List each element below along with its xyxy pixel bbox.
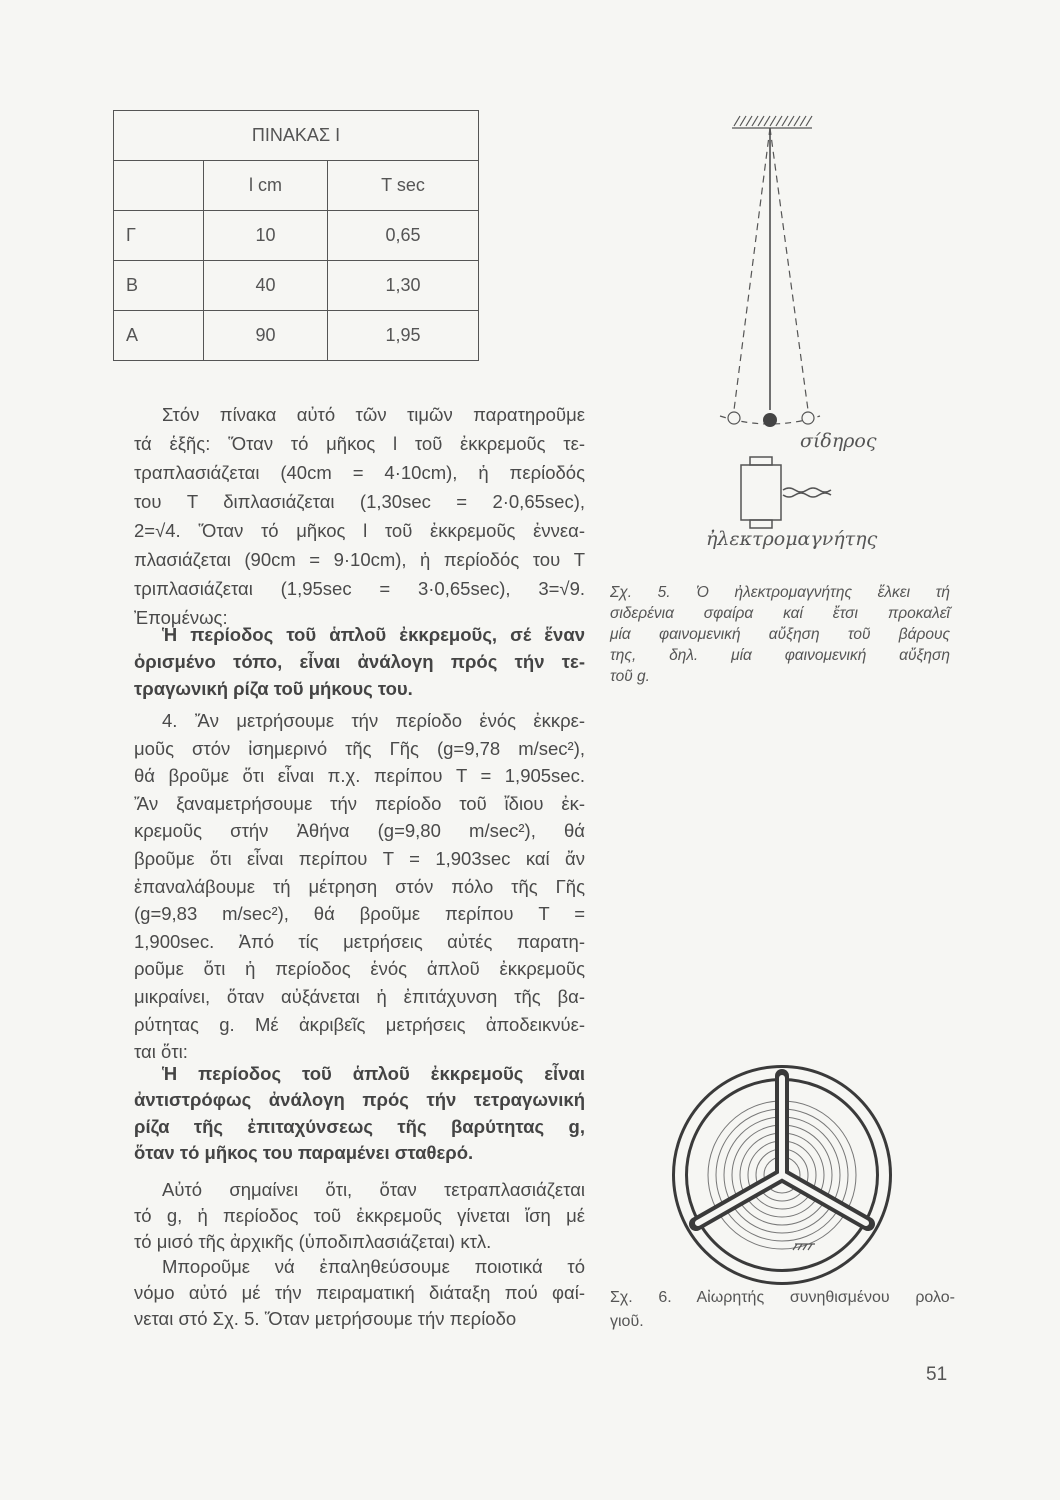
text-line: τό g, ἡ περίοδος τοῦ ἐκκρεμοῦς γίνεται ἴση μέ bbox=[134, 1204, 585, 1226]
table-row bbox=[114, 211, 479, 261]
text-line: (g=9,83 m/sec²), θά βροῦμε περίπου T = bbox=[134, 903, 585, 925]
text-line: τό μισό τῆς ἀρχικῆς (ὑποδιπλασιάζεται) κτλ. bbox=[134, 1230, 492, 1252]
ceiling-hatch bbox=[732, 116, 812, 128]
table-cell: 1,95 bbox=[328, 311, 479, 361]
figure-5-caption bbox=[610, 582, 950, 687]
text-line: τραπλασιάζεται (40cm = 4·10cm), ἡ περίοδός bbox=[134, 462, 585, 483]
text-line: τραγωνική ρίζα τοῦ μήκους του. bbox=[134, 678, 413, 699]
text-line: μικραίνει, ὅταν αὐξάνεται ἡ ἐπιτάχυνση τῆς βα- bbox=[134, 985, 585, 1007]
text-line: τριπλασιάζεται (1,95sec = 3·0,65sec), 3=√9. bbox=[134, 578, 585, 599]
text-line: Σχ. 5. Ὁ ἠλεκτρομαγνήτης ἕλκει τή bbox=[610, 584, 950, 601]
text-line: βροῦμε ὅτι εἶναι περίπου T = 1,903sec καί ἄν bbox=[134, 847, 585, 869]
table-cell: Α bbox=[114, 311, 204, 361]
text-line: γιοῦ. bbox=[610, 1313, 644, 1330]
paragraph-gravity-measurements bbox=[134, 707, 585, 1066]
text-line: Ἡ περίοδος τοῦ ἁπλοῦ ἐκκρεμοῦς, σέ ἕναν bbox=[162, 624, 585, 645]
text-line: θά βροῦμε ὅτι εἶναι π.χ. περίπου T = 1,905sec. bbox=[134, 765, 585, 787]
text-line: ρίζα τῆς ἐπιταχύνσεως τῆς βαρύτητας g, bbox=[134, 1115, 585, 1137]
spring-anchor-icon bbox=[793, 1244, 815, 1250]
text-line: 4. Ἄν μετρήσουμε τήν περίοδο ἑνός ἐκκρε- bbox=[162, 710, 585, 731]
text-line: μοῦς στόν ἰσημερινό τῆς Γῆς (g=9,78 m/sec²), bbox=[134, 737, 585, 759]
table-header bbox=[114, 161, 204, 211]
paragraph-meaning bbox=[134, 1177, 585, 1332]
table-header-row bbox=[114, 161, 479, 211]
text-line: ἐπαναλάβουμε τή μέτρηση στόν πόλο τῆς Γῆς bbox=[134, 875, 585, 897]
table-pinakas-1 bbox=[113, 110, 479, 361]
text-line: 2=√4. Ὅταν τό μῆκος l τοῦ ἐκκρεμοῦς ἐννεα- bbox=[134, 520, 585, 541]
text-line: ἀντιστρόφως ἀνάλογη πρός τήν τετραγωνική bbox=[134, 1089, 585, 1111]
text-line: ὅταν τό μῆκος του παραμένει σταθερό. bbox=[134, 1142, 474, 1164]
text-line: ρύτητας g. Μέ ἀκριβεῖς μετρήσεις ἀποδεικνύε- bbox=[134, 1013, 585, 1035]
text-line: ροῦμε ὅτι ἡ περίοδος ἑνός ἁπλοῦ ἐκκρεμοῦς bbox=[134, 958, 585, 980]
law-period-length bbox=[134, 621, 585, 702]
figure-6-caption bbox=[610, 1286, 955, 1334]
table-cell: Γ bbox=[114, 211, 204, 261]
text-line: σιδερένια σφαίρα καί ἔτσι προκαλεῖ bbox=[610, 605, 950, 622]
paragraph-table-observation bbox=[134, 400, 585, 632]
text-line: κρεμοῦς στήν Ἀθήνα (g=9,80 m/sec²), θά bbox=[134, 820, 585, 842]
text-line: τά ἑξῆς: Ὅταν τό μῆκος l τοῦ ἐκκρεμοῦς τε- bbox=[134, 433, 585, 454]
pendulum-figure bbox=[690, 110, 870, 530]
text-line: ται ὅτι: bbox=[134, 1041, 188, 1063]
page-number: 51 bbox=[926, 1364, 948, 1385]
law-period-gravity bbox=[134, 1061, 585, 1167]
table-cell: 90 bbox=[204, 311, 328, 361]
table-header: T sec bbox=[328, 161, 479, 211]
text-line: Στόν πίνακα αὐτό τῶν τιμῶν παρατηροῦμε bbox=[162, 404, 585, 425]
label-iron: σίδηρος bbox=[800, 430, 877, 452]
table-row bbox=[114, 261, 479, 311]
text-line: Ἄν ξαναμετρήσουμε τήν περίοδο τοῦ ἴδιου ἐκ- bbox=[134, 792, 585, 814]
text-line: Μποροῦμε νά ἐπαληθεύσουμε ποιοτικά τό bbox=[162, 1256, 585, 1278]
text-line: 1,900sec. Ἀπό τίς μετρήσεις αὐτές παρατη- bbox=[134, 930, 585, 952]
label-electromagnet: ἠλεκτρομαγνήτης bbox=[706, 528, 878, 550]
table-cell: 10 bbox=[204, 211, 328, 261]
text-line: Ἐπομένως: bbox=[134, 607, 228, 628]
table-title: ΠΙΝΑΚΑΣ Ι bbox=[114, 111, 479, 161]
table-row bbox=[114, 311, 479, 361]
text-line: Σχ. 6. Αἰωρητής συνηθισμένου ρολο- bbox=[610, 1289, 955, 1306]
balance-wheel-figure bbox=[665, 1058, 900, 1293]
text-line: τοῦ g. bbox=[610, 668, 650, 685]
text-line: του T διπλασιάζεται (1,30sec = 2·0,65sec), bbox=[134, 491, 585, 512]
table-cell: 1,30 bbox=[328, 261, 479, 311]
iron-ball bbox=[763, 413, 777, 427]
text-line: μία φαινομενική αὔξηση τοῦ βάρους bbox=[610, 626, 950, 643]
text-line: νόμο αὐτό μέ τήν πειραματική διάταξη πού φαί- bbox=[134, 1282, 585, 1304]
text-line: της, δηλ. μία φαινομενική αὔξηση bbox=[610, 647, 950, 664]
table-cell: 0,65 bbox=[328, 211, 479, 261]
table-cell: 40 bbox=[204, 261, 328, 311]
text-line: Αὐτό σημαίνει ὅτι, ὅταν τετραπλασιάζεται bbox=[162, 1179, 585, 1200]
table-header: l cm bbox=[204, 161, 328, 211]
text-line: ὁρισμένο τόπο, εἶναι ἀνάλογη πρός τήν τε- bbox=[134, 651, 585, 672]
table-cell: Β bbox=[114, 261, 204, 311]
text-line: πλασιάζεται (90cm = 9·10cm), ἡ περίοδός του T bbox=[134, 549, 585, 570]
electromagnet-icon bbox=[741, 457, 831, 528]
text-line: Ἡ περίοδος τοῦ ἁπλοῦ ἐκκρεμοῦς εἶναι bbox=[162, 1063, 585, 1084]
text-line: νεται στό Σχ. 5. Ὅταν μετρήσουμε τήν περίοδο bbox=[134, 1307, 517, 1329]
